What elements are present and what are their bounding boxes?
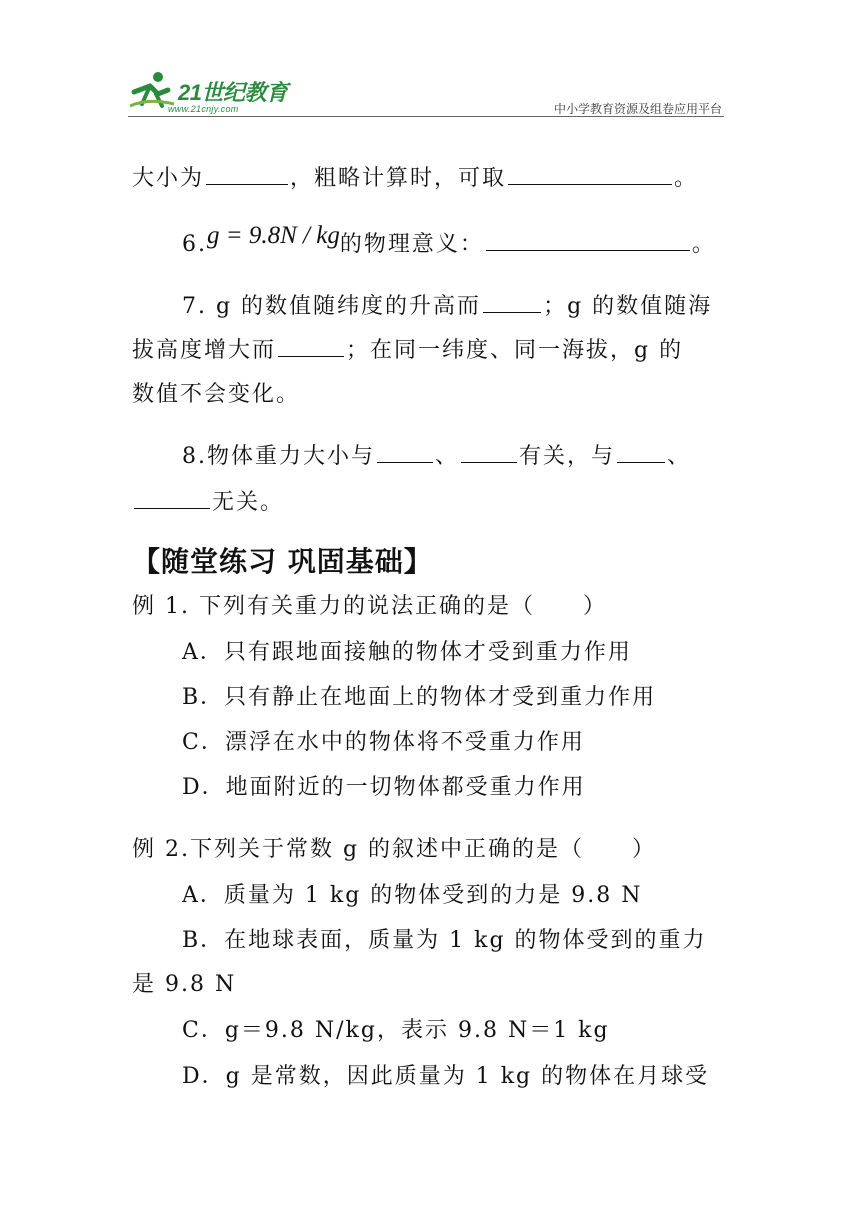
line-text: 数值不会变化。 (132, 382, 301, 407)
option-d: D．地面附近的一切物体都受重力作用 (182, 775, 586, 800)
text-line (182, 440, 691, 472)
option-b: B．只有静止在地面上的物体才受到重力作用 (182, 685, 657, 710)
header-tagline: 中小学教育资源及组卷应用平台 (553, 102, 722, 116)
option-a: A．只有跟地面接触的物体才受到重力作用 (182, 640, 632, 665)
answer-blank (508, 162, 672, 185)
text-line (132, 162, 698, 194)
answer-blank (134, 486, 210, 509)
page-header (128, 66, 724, 118)
line-text: 的物理意义： (339, 232, 484, 257)
question-stem: 例 2.下列关于常数 g 的叙述中正确的是（ ） (132, 837, 657, 862)
option-c: C．漂浮在水中的物体将不受重力作用 (182, 730, 585, 755)
line-text: 有关，与 (519, 444, 616, 469)
line-text: 无关。 (212, 490, 285, 515)
line-text: ，粗略计算时，可取 (290, 166, 507, 191)
line-text: 大小为 (132, 166, 205, 191)
option-b: B．在地球表面，质量为 1 kg 的物体受到的重力 (182, 928, 707, 953)
formula: g = 9.8N / kg (207, 222, 340, 249)
text-line (182, 222, 716, 260)
answer-blank (486, 228, 690, 251)
logo-url: www.21cnjy.com (168, 104, 239, 114)
line-text: ；在同一纬度、同一海拔，g 的 (346, 338, 684, 363)
option-b-continued: 是 9.8 N (132, 972, 237, 997)
logo-text: 21世纪教育 (178, 80, 288, 105)
text-line (132, 334, 683, 366)
option-d: D．g 是常数，因此质量为 1 kg 的物体在月球受 (182, 1064, 710, 1089)
question-number: 6. (182, 232, 207, 257)
line-text: 。 (691, 232, 716, 257)
logo (128, 66, 298, 118)
answer-blank (206, 162, 288, 185)
answer-blank (278, 334, 344, 357)
text-line (182, 290, 712, 322)
option-c: C．g＝9.8 N/kg，表示 9.8 N＝1 kg (182, 1018, 610, 1043)
text-line (132, 486, 284, 518)
line-text: 、 (435, 444, 460, 469)
line-text: 8.物体重力大小与 (182, 444, 375, 469)
line-text: 拔高度增大而 (132, 338, 277, 363)
question-stem: 例 1. 下列有关重力的说法正确的是（ ） (132, 594, 607, 619)
answer-blank (461, 440, 517, 463)
text-line (132, 380, 300, 410)
line-text: 。 (674, 166, 699, 191)
line-text: 7. g 的数值随纬度的升高而 (182, 294, 482, 319)
line-text: ；g 的数值随海 (543, 294, 713, 319)
answer-blank (483, 290, 541, 313)
line-text: 、 (667, 444, 692, 469)
section-title: 【随堂练习 巩固基础】 (132, 545, 433, 578)
answer-blank (377, 440, 433, 463)
header-divider (128, 116, 724, 117)
answer-blank (617, 440, 665, 463)
option-a: A．质量为 1 kg 的物体受到的力是 9.8 N (182, 883, 643, 908)
